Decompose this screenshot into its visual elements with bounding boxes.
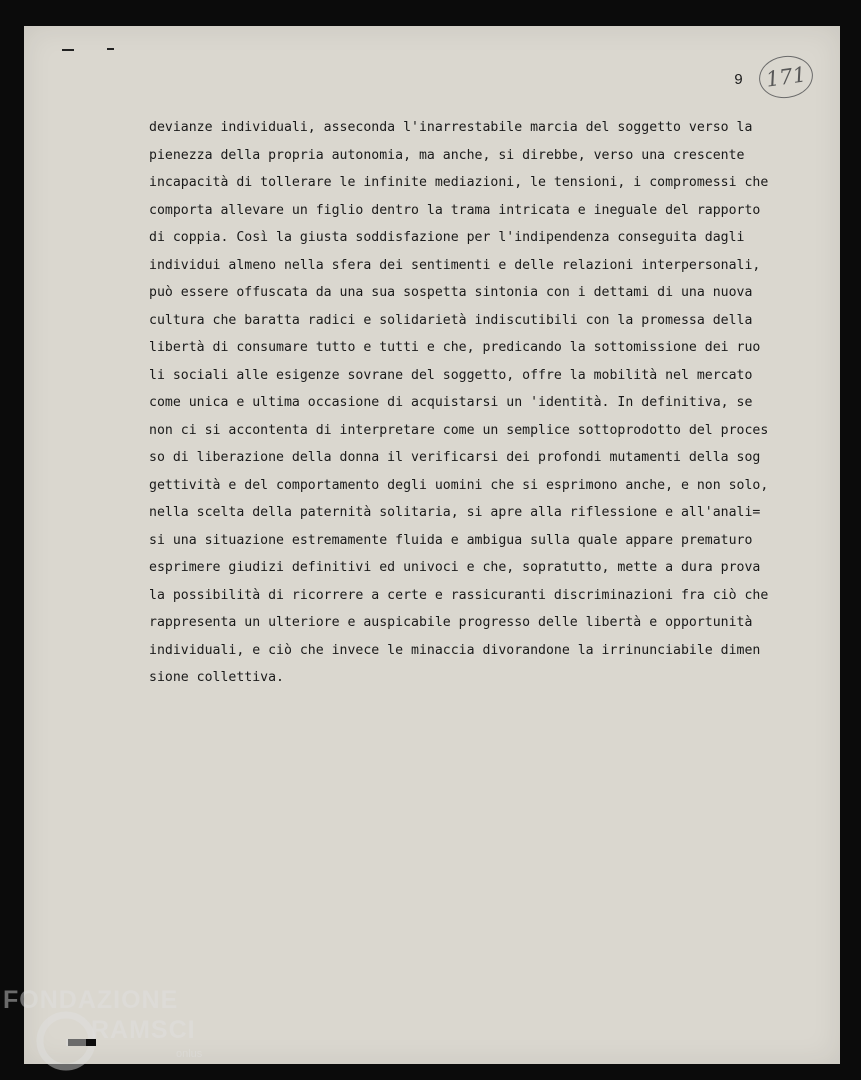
archive-number-stamp: 171: [756, 52, 815, 101]
text-line: gettività e del comportamento degli uomini che si esprimono anche, e non solo,: [149, 477, 769, 493]
text-line: rappresenta un ulteriore e auspicabile progresso delle libertà e opportunità: [149, 615, 753, 630]
text-line: individuali, e ciò che invece le minaccia divorandone la irrinunciabile dimen: [149, 642, 761, 658]
body-text: [149, 114, 799, 692]
text-line: sione collettiva.: [149, 670, 284, 685]
text-line: individui almeno nella sfera dei sentimenti e delle relazioni interpersonali,: [149, 257, 761, 273]
text-line: nella scelta della paternità solitaria, si apre alla riflessione e all'anali=: [149, 505, 761, 520]
watermark-subtitle: onlus: [176, 1048, 203, 1060]
text-line: pienezza della propria autonomia, ma anche, si direbbe, verso una crescente: [149, 147, 745, 163]
text-line: comporta allevare un figlio dentro la trama intricata e ineguale del rapporto: [149, 202, 761, 218]
text-line: devianze individuali, asseconda l'inarrestabile marcia del soggetto verso la: [149, 120, 753, 135]
text-line: come unica e ultima occasione di acquistarsi un 'identità. In definitiva, se: [149, 395, 753, 410]
text-line: la possibilità di ricorrere a certe e rassicuranti discriminazioni fra ciò che: [149, 587, 769, 603]
page-number: 9: [734, 72, 744, 89]
text-line: può essere offuscata da una sua sospetta sintonia con i dettami di una nuova: [149, 285, 753, 300]
fondazione-gramsci-watermark: [3, 986, 223, 1076]
text-line: esprimere giudizi definitivi ed univoci e che, sopratutto, mette a dura prova: [149, 560, 761, 575]
text-line: di coppia. Così la giusta soddisfazione per l'indipendenza conseguita dagli: [149, 230, 745, 245]
text-line: so di liberazione della donna il verificarsi dei profondi mutamenti della sog: [149, 450, 761, 465]
gramsci-g-logo-icon: [35, 1010, 97, 1072]
text-line: non ci si accontenta di interpretare come un semplice sottoprodotto del proces: [149, 422, 769, 438]
watermark-title: FONDAZIONE: [3, 986, 179, 1014]
text-line: incapacità di tollerare le infinite mediazioni, le tensioni, i compromessi che: [149, 175, 769, 190]
text-line: li sociali alle esigenze sovrane del soggetto, offre la mobilità nel mercato: [149, 367, 753, 383]
watermark-name: RAMSCI: [91, 1016, 196, 1044]
text-line: si una situazione estremamente fluida e ambigua sulla quale appare prematuro: [149, 532, 753, 548]
text-line: libertà di consumare tutto e tutti e che, predicando la sottomissione dei ruo: [149, 340, 761, 355]
text-line: cultura che baratta radici e solidarietà indiscutibili con la promessa della: [149, 312, 753, 328]
